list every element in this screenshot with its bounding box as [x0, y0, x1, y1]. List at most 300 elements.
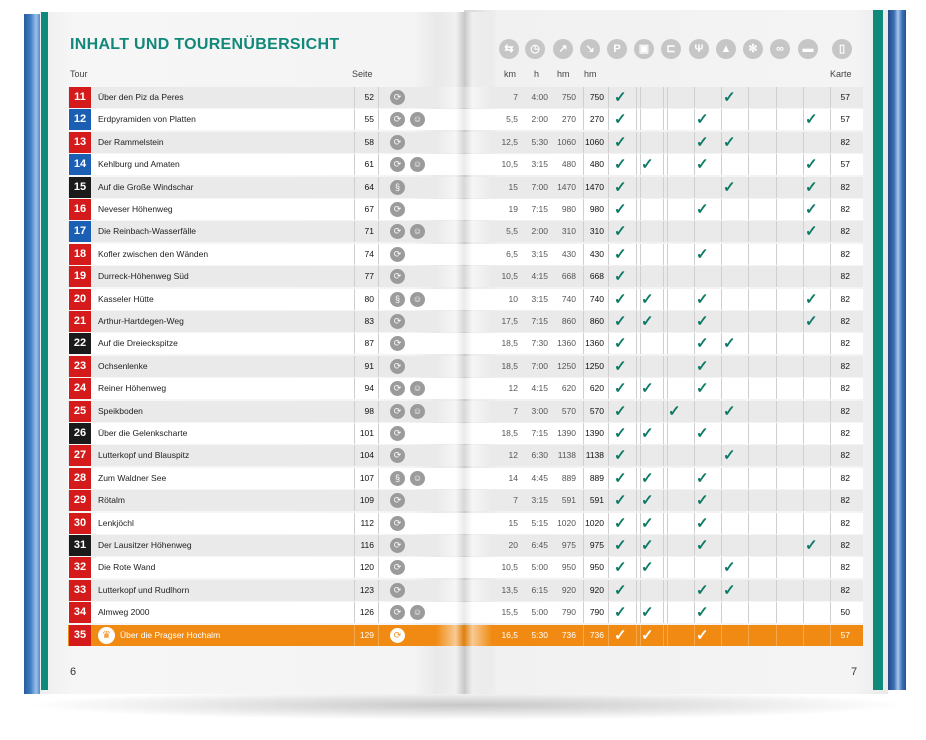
column-divider: [663, 513, 664, 534]
check-icon: ✓: [614, 581, 627, 599]
check-icon: ✓: [614, 313, 627, 330]
circular-route-icon: ⟳: [390, 202, 405, 217]
column-divider: [748, 490, 749, 511]
column-divider: [663, 580, 664, 601]
column-divider: [721, 580, 722, 601]
tour-page: 67: [364, 204, 374, 214]
column-divider: [636, 289, 637, 310]
check-icon: ✓: [641, 313, 654, 330]
column-divider: [640, 221, 641, 242]
tour-name: Ochsenlenke: [98, 360, 148, 371]
map-number: 82: [840, 316, 850, 326]
distance-km: 12: [508, 450, 518, 461]
map-number: 82: [840, 584, 850, 595]
column-divider: [354, 423, 355, 444]
descent-hm: 270: [589, 114, 604, 125]
column-divider: [667, 535, 668, 556]
column-divider: [776, 468, 777, 489]
ascent-hm: 1138: [557, 450, 576, 461]
column-divider: [694, 557, 695, 578]
circular-route-icon: ⟳: [390, 359, 405, 374]
check-icon: ✓: [614, 492, 627, 510]
column-divider: [694, 602, 695, 623]
bed-icon: ▬: [798, 39, 818, 59]
column-divider: [663, 154, 664, 175]
column-divider: [748, 221, 749, 242]
check-icon: ✓: [696, 290, 709, 308]
descent-hm: 620: [589, 383, 604, 394]
column-divider: [636, 221, 637, 242]
check-icon: ✓: [696, 245, 709, 263]
column-divider: [663, 199, 664, 220]
check-icon: ✓: [641, 469, 654, 487]
column-divider: [694, 266, 695, 287]
column-divider: [776, 625, 777, 646]
map-number: 82: [840, 136, 850, 147]
family-friendly-icon: ☺: [410, 224, 425, 239]
column-divider: [694, 132, 695, 153]
column-divider: [354, 109, 355, 130]
column-divider: [663, 490, 664, 511]
column-divider: [636, 490, 637, 511]
map-number: 82: [840, 428, 850, 438]
column-divider: [694, 513, 695, 534]
column-divider: [663, 356, 664, 377]
column-divider: [721, 177, 722, 198]
circular-route-icon: ⟳: [390, 516, 405, 531]
ascent-hm: 975: [561, 540, 576, 550]
column-divider: [608, 513, 609, 534]
signpost-icon: ⇆: [499, 39, 519, 59]
duration-hours: 3:15: [531, 159, 548, 170]
check-icon: ✓: [696, 425, 709, 442]
column-divider: [776, 423, 777, 444]
duration-hours: 4:15: [531, 383, 548, 394]
tour-page: 61: [364, 159, 374, 170]
check-icon: ✓: [614, 447, 627, 465]
distance-km: 20: [508, 540, 518, 550]
column-divider: [776, 513, 777, 534]
column-divider: [776, 445, 777, 466]
distance-km: 19: [508, 204, 518, 214]
map-number: 82: [840, 226, 850, 237]
column-divider: [354, 244, 355, 265]
column-divider: [694, 109, 695, 130]
check-icon: ✓: [641, 156, 654, 174]
column-divider: [694, 535, 695, 556]
ascent-hm: 1250: [557, 360, 576, 371]
column-divider: [721, 109, 722, 130]
column-divider: [694, 154, 695, 175]
column-divider: [636, 109, 637, 130]
column-divider: [776, 87, 777, 108]
column-divider: [721, 154, 722, 175]
column-divider: [354, 468, 355, 489]
tour-name: Zum Waldner See: [98, 472, 167, 483]
tour-number: 26: [69, 423, 91, 444]
column-divider: [776, 580, 777, 601]
header-seite: Seite: [352, 69, 373, 79]
column-divider: [663, 333, 664, 354]
column-divider: [663, 468, 664, 489]
duration-hours: 3:15: [531, 293, 548, 304]
column-divider: [378, 333, 379, 354]
duration-hours: 7:00: [531, 181, 548, 192]
ascent-hm: 950: [561, 562, 576, 573]
column-divider: [694, 244, 695, 265]
map-number: 50: [840, 607, 850, 618]
circular-route-icon: ⟳: [390, 628, 405, 643]
column-divider: [378, 602, 379, 623]
column-divider: [636, 580, 637, 601]
header-descent: hm: [584, 69, 597, 79]
column-divider: [721, 311, 722, 332]
check-icon: ✓: [805, 111, 818, 129]
column-divider: [608, 557, 609, 578]
map-number: 82: [840, 405, 850, 416]
descent-hm: 790: [589, 607, 604, 618]
check-icon: ✓: [723, 581, 736, 599]
column-divider: [803, 289, 804, 310]
column-divider: [748, 132, 749, 153]
descent-hm: 889: [589, 472, 604, 483]
duration-hours: 6:45: [531, 540, 548, 550]
column-divider: [378, 289, 379, 310]
check-icon: ✓: [696, 581, 709, 599]
check-icon: ✓: [614, 514, 627, 532]
column-divider: [354, 625, 355, 646]
column-divider: [694, 468, 695, 489]
column-divider: [636, 266, 637, 287]
duration-hours: 3:15: [531, 495, 548, 506]
column-divider: [354, 199, 355, 220]
check-icon: ✓: [614, 425, 627, 442]
column-divider: [803, 401, 804, 422]
column-divider: [608, 401, 609, 422]
column-divider: [667, 244, 668, 265]
tour-page: 77: [364, 271, 374, 282]
column-divider: [721, 266, 722, 287]
column-divider: [667, 602, 668, 623]
duration-hours: 6:30: [531, 450, 548, 461]
tour-number: 20: [69, 289, 91, 310]
tour-name: Durreck-Höhenweg Süd: [98, 271, 189, 282]
column-divider: [748, 199, 749, 220]
column-divider: [694, 289, 695, 310]
tour-number: 17: [69, 221, 91, 242]
column-divider: [803, 87, 804, 108]
tour-name: Lutterkopf und Blauspitz: [98, 450, 190, 461]
distance-km: 15,5: [501, 607, 518, 618]
distance-km: 12,5: [501, 136, 518, 147]
column-divider: [748, 625, 749, 646]
column-divider: [608, 333, 609, 354]
descent-hm: 591: [589, 495, 604, 506]
column-divider: [694, 490, 695, 511]
column-divider: [667, 490, 668, 511]
check-icon: ✓: [641, 626, 654, 644]
check-icon: ✓: [723, 178, 736, 196]
tour-name: Kehlburg und Amaten: [98, 159, 180, 170]
duration-hours: 7:00: [531, 360, 548, 371]
column-divider: [694, 87, 695, 108]
column-divider: [721, 423, 722, 444]
duration-hours: 4:15: [531, 271, 548, 282]
check-icon: ✓: [805, 537, 818, 554]
tour-name: Erdpyramiden von Platten: [98, 114, 196, 125]
check-icon: ✓: [614, 89, 627, 106]
column-divider: [667, 625, 668, 646]
column-divider: [667, 221, 668, 242]
column-divider: [667, 423, 668, 444]
check-icon: ✓: [614, 133, 627, 151]
ascent-hm: 570: [561, 405, 576, 416]
column-divider: [776, 109, 777, 130]
tour-number: 33: [69, 580, 91, 601]
check-icon: ✓: [641, 604, 654, 622]
column-divider: [608, 87, 609, 108]
column-divider: [663, 423, 664, 444]
descent-hm: 1060: [585, 136, 604, 147]
column-divider: [748, 602, 749, 623]
column-divider: [667, 468, 668, 489]
tour-number: 32: [69, 557, 91, 578]
tour-number: 16: [69, 199, 91, 220]
tour-number: 30: [69, 513, 91, 534]
descent-hm: 1250: [585, 360, 604, 371]
ascent-hm: 889: [561, 472, 576, 483]
descent-hm: 750: [589, 92, 604, 102]
tour-name: Auf die Dreieckspitze: [98, 338, 178, 349]
tour-number: 14: [69, 154, 91, 175]
tour-page: 129: [359, 629, 374, 640]
column-divider: [667, 311, 668, 332]
tour-page: 58: [364, 136, 374, 147]
column-divider: [803, 154, 804, 175]
check-icon: ✓: [805, 201, 818, 218]
column-divider: [354, 132, 355, 153]
circular-route-icon: ⟳: [390, 605, 405, 620]
duration-hours: 2:00: [531, 114, 548, 125]
column-divider: [694, 311, 695, 332]
column-divider: [776, 602, 777, 623]
map-number: 82: [840, 495, 850, 506]
column-divider: [636, 535, 637, 556]
winter-icon: ✻: [743, 39, 763, 59]
tour-name: Neveser Höhenweg: [98, 204, 173, 214]
column-divider: [748, 87, 749, 108]
tour-page: 101: [359, 428, 374, 438]
column-divider: [378, 87, 379, 108]
tour-number: 15: [69, 177, 91, 198]
column-divider: [636, 177, 637, 198]
column-divider: [354, 154, 355, 175]
tour-name: Lenkjöchl: [98, 517, 134, 528]
column-divider: [354, 333, 355, 354]
column-divider: [667, 356, 668, 377]
column-divider: [640, 199, 641, 220]
column-divider: [694, 221, 695, 242]
descent-hm: 570: [589, 405, 604, 416]
tour-page: 64: [364, 181, 374, 192]
tour-page: 52: [364, 92, 374, 102]
circular-route-icon: ⟳: [390, 426, 405, 441]
column-divider: [663, 602, 664, 623]
column-divider: [803, 625, 804, 646]
distance-km: 10,5: [501, 562, 518, 573]
check-icon: ✓: [805, 313, 818, 330]
tour-page: 104: [359, 450, 374, 461]
distance-km: 5,5: [506, 226, 518, 237]
column-divider: [694, 199, 695, 220]
column-divider: [636, 513, 637, 534]
tour-number: 34: [69, 602, 91, 623]
column-divider: [354, 266, 355, 287]
column-divider: [636, 625, 637, 646]
right-page-accent-band: [873, 10, 883, 690]
column-divider: [663, 557, 664, 578]
check-icon: ✓: [723, 402, 736, 420]
tour-name: Der Lausitzer Höhenweg: [98, 540, 192, 550]
circular-route-icon: ⟳: [390, 404, 405, 419]
column-divider: [663, 378, 664, 399]
map-number: 82: [840, 383, 850, 394]
tour-page: 55: [364, 114, 374, 125]
ascent-hm: 1060: [557, 136, 576, 147]
ascent-hm: 1470: [557, 181, 576, 192]
parking-icon: P: [607, 39, 627, 59]
circular-route-icon: ⟳: [390, 224, 405, 239]
column-divider: [694, 445, 695, 466]
check-icon: ✓: [614, 201, 627, 218]
tour-number: 31: [69, 535, 91, 556]
column-divider: [803, 177, 804, 198]
column-divider: [378, 266, 379, 287]
duration-hours: 5:00: [531, 562, 548, 573]
column-divider: [803, 266, 804, 287]
column-divider: [640, 87, 641, 108]
column-divider: [721, 333, 722, 354]
map-number: 82: [840, 338, 850, 349]
descent-hm: 668: [589, 271, 604, 282]
distance-km: 17,5: [501, 316, 518, 326]
column-divider: [776, 154, 777, 175]
column-divider: [776, 221, 777, 242]
column-divider: [608, 154, 609, 175]
circular-route-icon: ⟳: [390, 336, 405, 351]
column-divider: [378, 177, 379, 198]
column-divider: [608, 177, 609, 198]
circular-route-icon: ⟳: [390, 314, 405, 329]
column-divider: [748, 311, 749, 332]
descent-hm: 430: [589, 248, 604, 259]
column-divider: [748, 154, 749, 175]
column-divider: [354, 557, 355, 578]
column-divider: [667, 154, 668, 175]
check-icon: ✓: [614, 335, 627, 353]
header-hours: h: [534, 69, 540, 79]
column-divider: [667, 445, 668, 466]
tour-number: 19: [69, 266, 91, 287]
duration-hours: 2:00: [531, 226, 548, 237]
column-divider: [663, 535, 664, 556]
tour-name: Kofler zwischen den Wänden: [98, 248, 209, 259]
tour-number: 23: [69, 356, 91, 377]
check-icon: ✓: [696, 380, 709, 398]
column-divider: [608, 490, 609, 511]
column-divider: [640, 132, 641, 153]
descent-hm: 480: [589, 159, 604, 170]
column-divider: [721, 490, 722, 511]
column-divider: [663, 289, 664, 310]
check-icon: ✓: [696, 469, 709, 487]
column-divider: [663, 244, 664, 265]
column-divider: [636, 468, 637, 489]
duration-hours: 5:30: [531, 136, 548, 147]
circular-route-icon: ⟳: [390, 269, 405, 284]
column-divider: [636, 311, 637, 332]
tour-page: 120: [359, 562, 374, 573]
column-divider: [354, 513, 355, 534]
column-divider: [663, 109, 664, 130]
map-number: 82: [840, 450, 850, 461]
header-ascent: hm: [557, 69, 570, 79]
map-number: 82: [840, 181, 850, 192]
one-way-route-icon: §: [390, 292, 405, 307]
column-divider: [608, 356, 609, 377]
column-divider: [776, 177, 777, 198]
check-icon: ✓: [614, 469, 627, 487]
column-divider: [663, 445, 664, 466]
tour-page: 112: [360, 517, 374, 528]
circular-route-icon: ⟳: [390, 247, 405, 262]
column-divider: [694, 356, 695, 377]
header-km: km: [504, 69, 516, 79]
duration-hours: 5:00: [531, 607, 548, 618]
column-divider: [748, 580, 749, 601]
duration-hours: 4:45: [531, 472, 548, 483]
tour-page: 126: [359, 607, 374, 618]
tour-name: Lutterkopf und Rudlhorn: [98, 584, 190, 595]
column-divider: [667, 289, 668, 310]
column-divider: [378, 356, 379, 377]
column-divider: [721, 602, 722, 623]
check-icon: ✓: [614, 178, 627, 196]
column-divider: [721, 625, 722, 646]
map-number: 82: [840, 271, 850, 282]
distance-km: 13,5: [501, 584, 518, 595]
bike-icon: ∞: [770, 39, 790, 59]
column-divider: [636, 154, 637, 175]
column-divider: [803, 378, 804, 399]
column-divider: [803, 333, 804, 354]
column-divider: [694, 333, 695, 354]
column-divider: [721, 132, 722, 153]
column-divider: [663, 311, 664, 332]
column-divider: [636, 199, 637, 220]
column-divider: [608, 109, 609, 130]
ascent-hm: 790: [561, 607, 576, 618]
descent-hm: 1138: [585, 450, 604, 461]
duration-hours: 3:15: [531, 248, 548, 259]
distance-km: 10: [508, 293, 518, 304]
column-divider: [803, 423, 804, 444]
column-divider: [608, 311, 609, 332]
page-number-left: 6: [70, 666, 77, 678]
map-number: 82: [840, 562, 850, 573]
ascent-icon: ↗: [553, 39, 573, 59]
column-divider: [378, 109, 379, 130]
